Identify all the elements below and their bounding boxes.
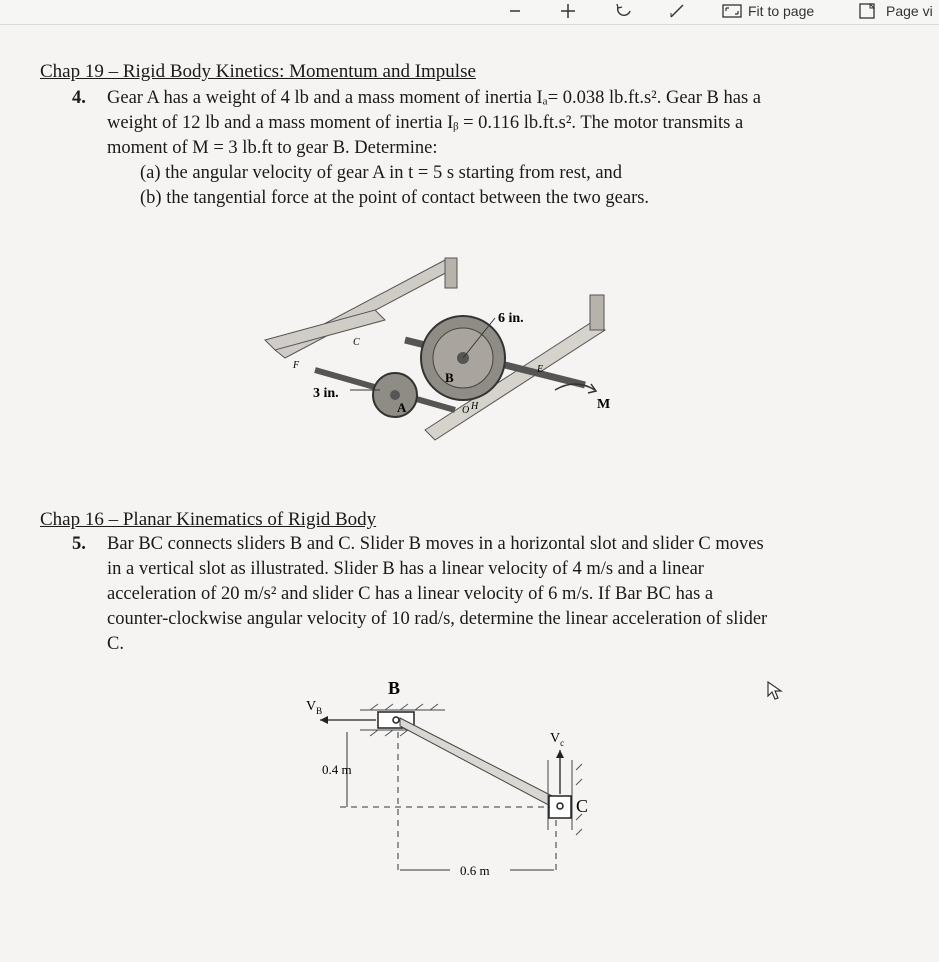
bar-BC xyxy=(400,718,560,810)
label-VB: $V_B$ xyxy=(306,699,323,716)
question-5-line-5: C. xyxy=(107,634,124,654)
label-6in: 6 in. xyxy=(498,311,524,326)
mouse-cursor-icon xyxy=(766,680,786,702)
label-VC: $V_c$ xyxy=(550,731,565,748)
label-M: M xyxy=(597,397,611,412)
pin-B xyxy=(393,717,399,723)
pin-C xyxy=(557,803,563,809)
slot-B-hatch-top xyxy=(370,704,438,710)
frame-bar-left xyxy=(265,310,385,350)
fit-to-page-label: Fit to page xyxy=(748,3,815,19)
velocity-C-arrowhead xyxy=(556,750,564,758)
gear-train-figure xyxy=(255,250,635,450)
chapter-16-heading: Chap 16 – Planar Kinematics of Rigid Body xyxy=(40,509,377,530)
pen-icon[interactable] xyxy=(668,0,686,22)
question-5-line-1: Bar BC connects sliders B and C. Slider B moves in a horizontal slot and slider C moves xyxy=(107,534,764,554)
question-4-number: 4. xyxy=(72,88,86,108)
question-4-line-2: weight of 12 lb and a mass moment of inertia Iᵦ = 0.116 lb.ft.s². The motor transmits a xyxy=(107,113,744,133)
label-C: C xyxy=(353,337,360,348)
label-3in: 3 in. xyxy=(313,386,339,401)
viewer-toolbar xyxy=(0,0,939,25)
question-4-line-5: (b) the tangential force at the point of contact between the two gears. xyxy=(140,188,650,208)
rotate-icon[interactable] xyxy=(614,0,634,22)
slider-bar-figure xyxy=(300,670,630,890)
question-4-line-3: moment of M = 3 lb.ft to gear B. Determine: xyxy=(107,138,438,158)
page-view-icon xyxy=(858,3,880,19)
frame-post xyxy=(445,258,457,288)
velocity-B-arrowhead xyxy=(320,716,328,724)
label-slider-B: B xyxy=(388,678,401,698)
label-0-4m: 0.4 m xyxy=(322,762,352,777)
label-gear-A: A xyxy=(397,400,407,415)
page-view-label: Page vi xyxy=(886,3,933,19)
fit-page-icon xyxy=(722,4,742,18)
question-5-line-3: acceleration of 20 m/s² and slider C has a linear velocity of 6 m/s. If Bar BC has a xyxy=(107,584,714,604)
label-E: E xyxy=(537,364,544,375)
question-4-line-4: (a) the angular velocity of gear A in t = 5 s starting from rest, and xyxy=(140,163,623,183)
label-0-6m: 0.6 m xyxy=(460,863,490,878)
label-O: O xyxy=(462,405,470,416)
frame-post-right xyxy=(590,295,604,330)
label-gear-B: B xyxy=(445,370,454,385)
question-5-line-2: in a vertical slot as illustrated. Slider B has a linear velocity of 4 m/s and a linear xyxy=(107,559,704,579)
fit-to-page-button[interactable] xyxy=(722,0,814,22)
page-view-button[interactable] xyxy=(858,0,933,22)
slot-B-hatch-bottom xyxy=(370,730,408,736)
question-5-line-4: counter-clockwise angular velocity of 10 rad/s, determine the linear acceleration of slider xyxy=(107,609,768,629)
plus-icon[interactable] xyxy=(560,0,576,22)
gear-A-axle xyxy=(390,390,400,400)
label-H: H xyxy=(471,401,479,412)
minus-icon[interactable] xyxy=(508,0,522,22)
question-4-line-1: Gear A has a weight of 4 lb and a mass moment of inertia Iₐ= 0.038 lb.ft.s². Gear B has a xyxy=(107,88,761,108)
label-F: F xyxy=(293,360,300,371)
label-slider-C: C xyxy=(576,796,589,816)
question-5-number: 5. xyxy=(72,534,86,554)
chapter-19-heading: Chap 19 – Rigid Body Kinetics: Momentum and Impulse xyxy=(40,61,476,82)
